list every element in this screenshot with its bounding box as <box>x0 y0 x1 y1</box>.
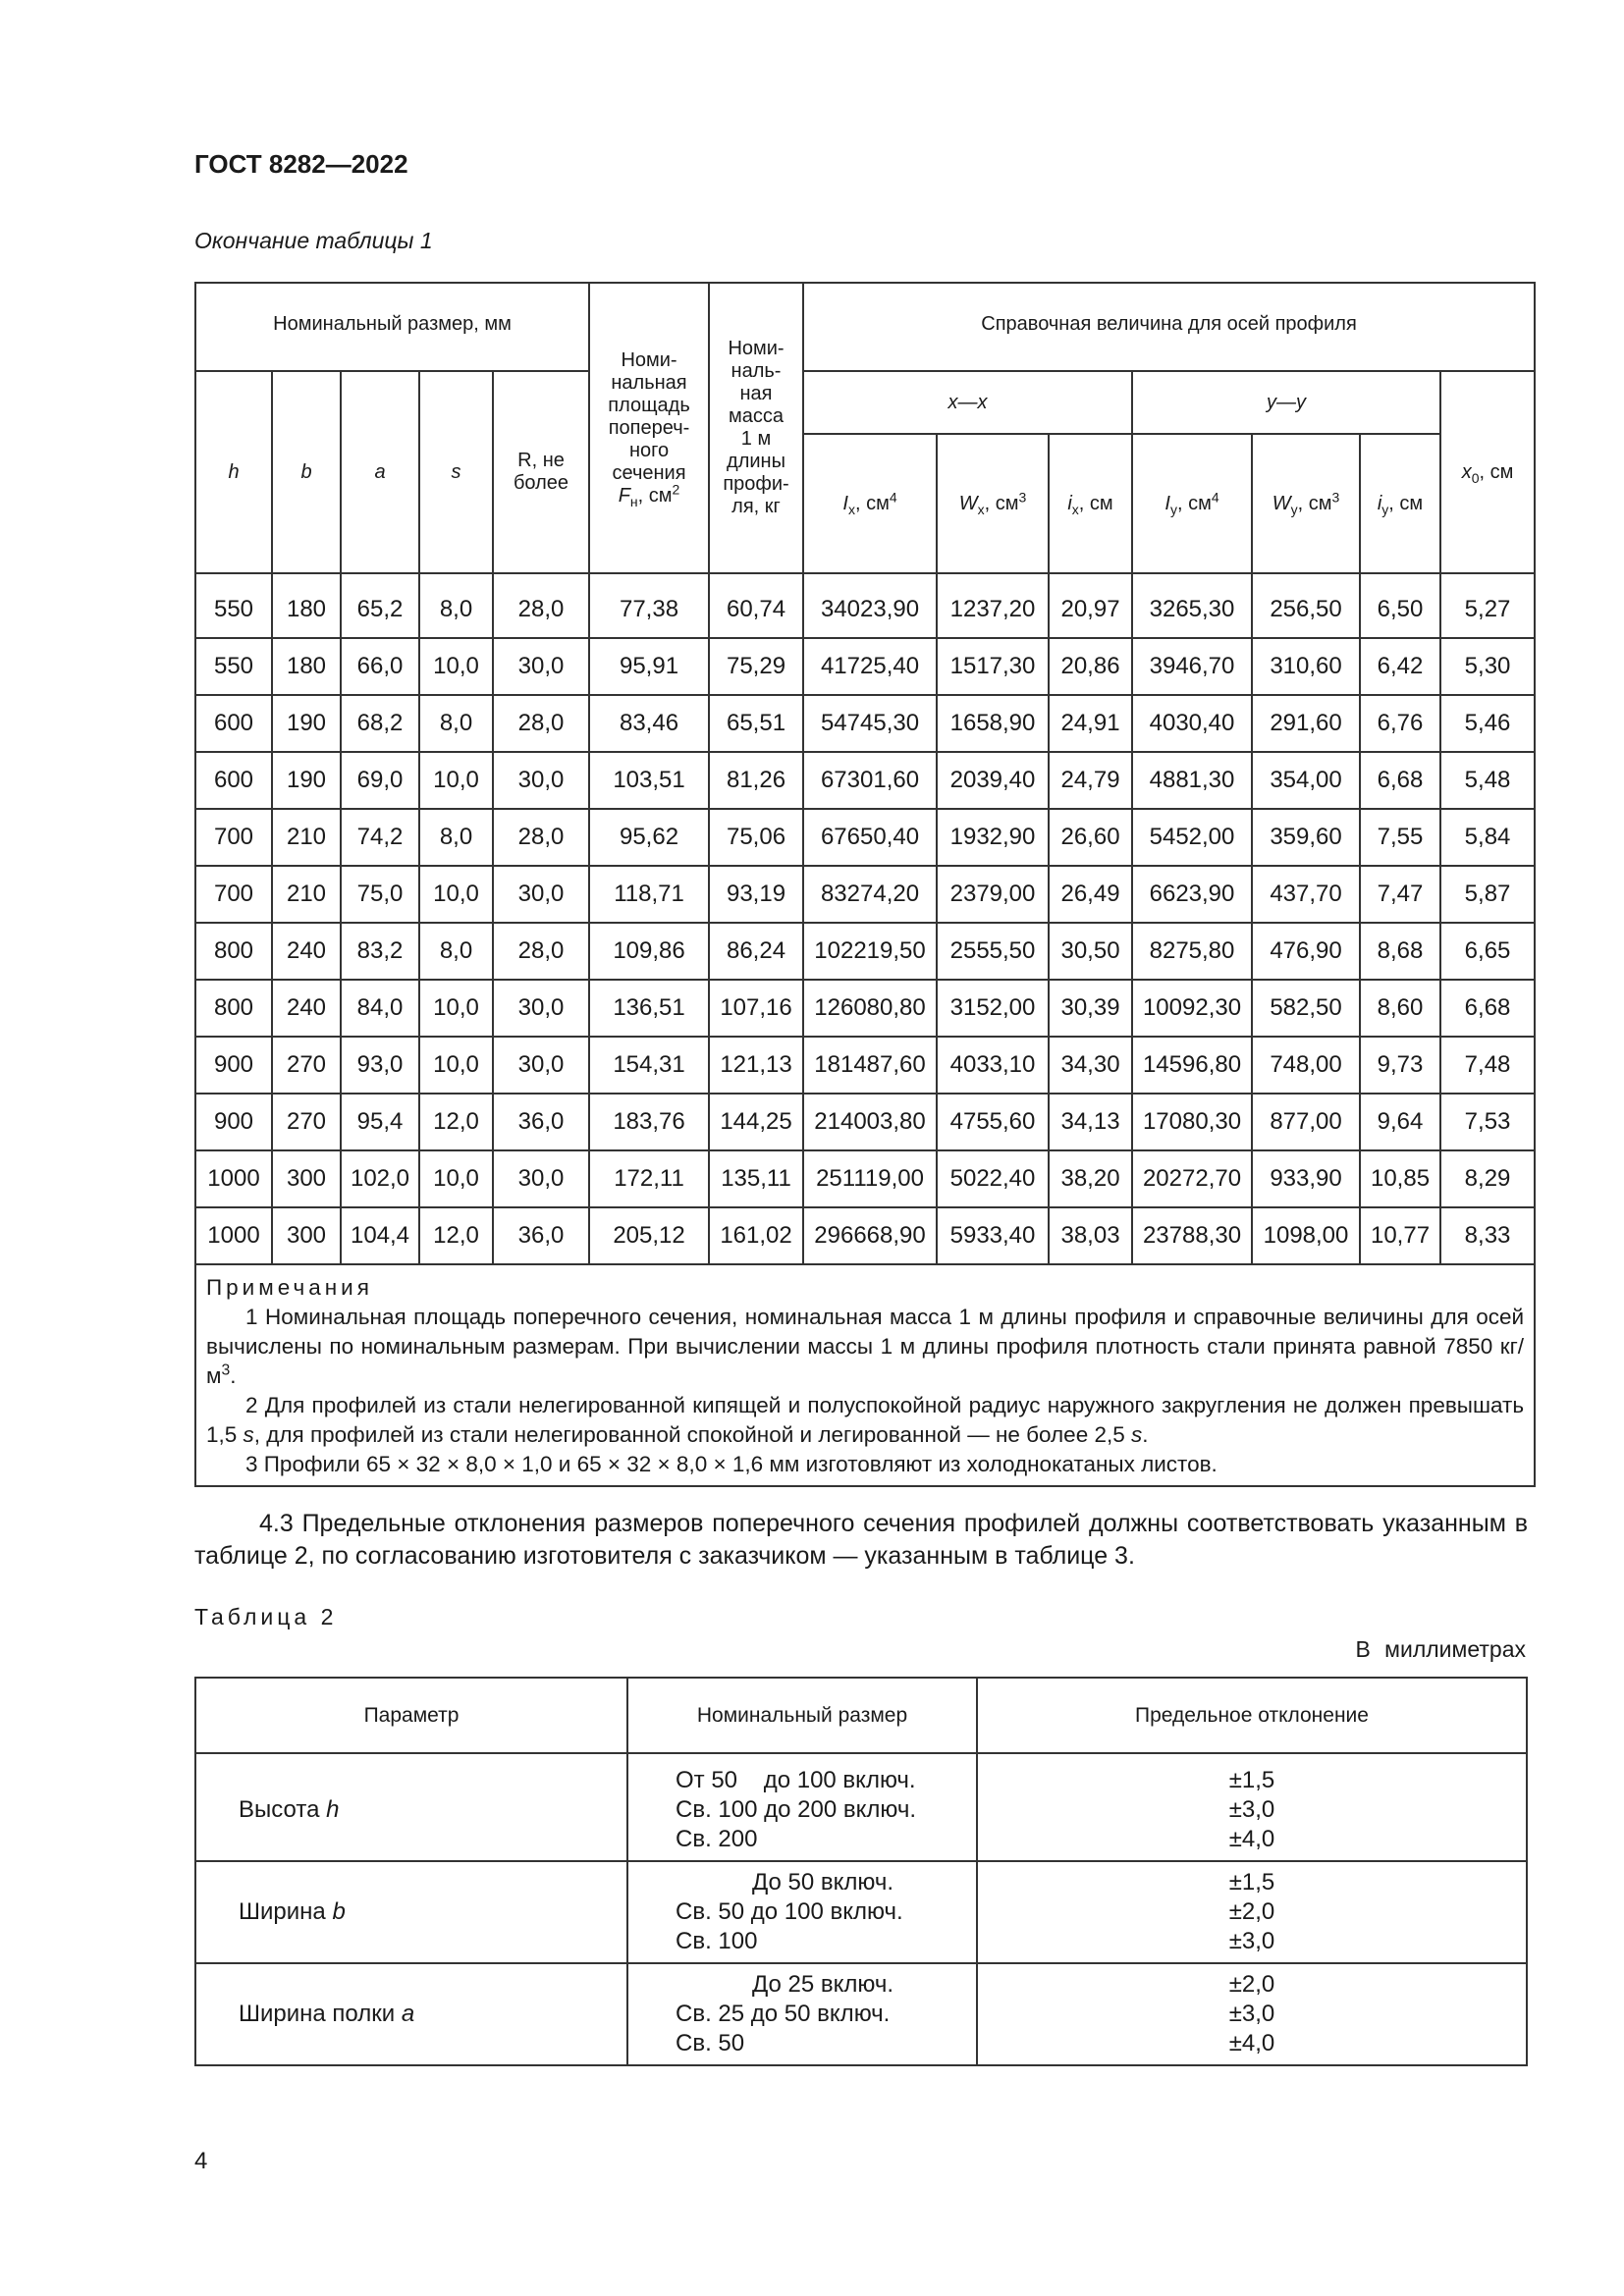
cell-s: 8,0 <box>419 695 493 752</box>
header-nominal-size: Номинальный размер, мм <box>195 283 589 371</box>
cell-iy-radius: 7,55 <box>1360 809 1440 866</box>
cell-h: 900 <box>195 1037 272 1094</box>
cell-x0: 6,65 <box>1440 923 1535 980</box>
cell-h: 600 <box>195 695 272 752</box>
table-row <box>195 638 1535 695</box>
cell-iy-moment: 6623,90 <box>1132 866 1252 923</box>
cell-r: 30,0 <box>493 866 589 923</box>
cell-a: 74,2 <box>341 809 419 866</box>
cell-a: 75,0 <box>341 866 419 923</box>
cell-mass: 60,74 <box>709 582 803 638</box>
cell-ix-moment: 34023,90 <box>803 582 937 638</box>
cell-iy-moment: 20272,70 <box>1132 1150 1252 1207</box>
header-axis-xx: x—x <box>803 371 1132 434</box>
table1-caption: Окончание таблицы 1 <box>194 228 433 253</box>
cell-ix-radius: 34,13 <box>1049 1094 1132 1150</box>
cell-x0: 5,46 <box>1440 695 1535 752</box>
header-ix-radius: $i_x$, см <box>1049 434 1132 573</box>
cell-wx: 2555,50 <box>937 923 1049 980</box>
cell-wy: 877,00 <box>1252 1094 1360 1150</box>
table-row <box>195 695 1535 752</box>
cell-h: 550 <box>195 582 272 638</box>
document-number: ГОСТ 8282—2022 <box>194 149 408 179</box>
header-separator-row <box>195 573 1535 582</box>
cell-iy-moment: 10092,30 <box>1132 980 1252 1037</box>
cell-ix-radius: 30,50 <box>1049 923 1132 980</box>
cell-s: 10,0 <box>419 980 493 1037</box>
table-row <box>195 1094 1535 1150</box>
cell-x0: 6,68 <box>1440 980 1535 1037</box>
cell-area: 172,11 <box>589 1150 709 1207</box>
cell-wx: 4755,60 <box>937 1094 1049 1150</box>
cell-iy-moment: 4881,30 <box>1132 752 1252 809</box>
cell-x0: 5,30 <box>1440 638 1535 695</box>
header-x0: $x_0$, см <box>1440 371 1535 573</box>
header-ix-moment: $I_x$, $см^4$ <box>803 434 937 573</box>
table-row <box>195 866 1535 923</box>
cell-ix-radius: 26,60 <box>1049 809 1132 866</box>
cell-area: 154,31 <box>589 1037 709 1094</box>
cell-iy-moment: 23788,30 <box>1132 1207 1252 1264</box>
cell-x0: 5,87 <box>1440 866 1535 923</box>
cell-h: 550 <box>195 638 272 695</box>
cell-wx: 1237,20 <box>937 582 1049 638</box>
cell-s: 8,0 <box>419 923 493 980</box>
cell-b: 300 <box>272 1150 341 1207</box>
cell-r: 30,0 <box>493 638 589 695</box>
cell-s: 10,0 <box>419 638 493 695</box>
table-row <box>195 1861 1527 1963</box>
cell-wx: 1932,90 <box>937 809 1049 866</box>
cell-mass: 75,29 <box>709 638 803 695</box>
cell-parameter: Высота h <box>195 1760 627 1861</box>
cell-ix-moment: 67650,40 <box>803 809 937 866</box>
cell-area: 77,38 <box>589 582 709 638</box>
cell-iy-radius: 9,73 <box>1360 1037 1440 1094</box>
cell-iy-moment: 4030,40 <box>1132 695 1252 752</box>
cell-s: 10,0 <box>419 752 493 809</box>
cell-area: 103,51 <box>589 752 709 809</box>
cell-iy-moment: 14596,80 <box>1132 1037 1252 1094</box>
cell-ix-radius: 26,49 <box>1049 866 1132 923</box>
cell-iy-moment: 3265,30 <box>1132 582 1252 638</box>
cell-r: 30,0 <box>493 752 589 809</box>
cell-wx: 5933,40 <box>937 1207 1049 1264</box>
table-row <box>195 1963 1527 2065</box>
cell-nominal: От 50 до 100 включ. Св. 100 до 200 включ. Св. 200 <box>627 1760 977 1861</box>
cell-s: 12,0 <box>419 1207 493 1264</box>
cell-r: 36,0 <box>493 1207 589 1264</box>
note-1: 1 Номинальная площадь поперечного сечения, номинальная масса 1 м длины профиля и справочные величины для осей вычислены по номинальным размерам. При вычислении массы 1 м длины профиля плотность стали принята равной 7850 $кг/м^3$. <box>206 1305 1525 1388</box>
paragraph-4-3: 4.3 Предельные отклонения размеров поперечного сечения профилей должны соответствовать указанным в таблице 2, по согласованию изготовителя с заказчиком — указанным в таблице 3. <box>194 1510 1528 1570</box>
cell-b: 270 <box>272 1094 341 1150</box>
cell-deviation: ±1,5 ±3,0 ±4,0 <box>977 1760 1527 1861</box>
cell-h: 700 <box>195 809 272 866</box>
cell-wy: 437,70 <box>1252 866 1360 923</box>
cell-wy: 1098,00 <box>1252 1207 1360 1264</box>
t2-header-nominal: Номинальный размер <box>627 1678 977 1753</box>
t2-header-deviation: Предельное отклонение <box>977 1678 1527 1753</box>
cell-wx: 2379,00 <box>937 866 1049 923</box>
cell-mass: 121,13 <box>709 1037 803 1094</box>
cell-h: 600 <box>195 752 272 809</box>
cell-b: 270 <box>272 1037 341 1094</box>
cell-a: 104,4 <box>341 1207 419 1264</box>
header-b: b <box>272 371 341 573</box>
cell-area: 205,12 <box>589 1207 709 1264</box>
cell-iy-radius: 8,60 <box>1360 980 1440 1037</box>
cell-b: 190 <box>272 752 341 809</box>
cell-mass: 81,26 <box>709 752 803 809</box>
table-row <box>195 1760 1527 1861</box>
cell-area: 118,71 <box>589 866 709 923</box>
cell-wy: 291,60 <box>1252 695 1360 752</box>
cell-b: 300 <box>272 1207 341 1264</box>
cell-iy-radius: 10,77 <box>1360 1207 1440 1264</box>
cell-s: 10,0 <box>419 866 493 923</box>
cell-ix-radius: 20,97 <box>1049 582 1132 638</box>
cell-iy-moment: 3946,70 <box>1132 638 1252 695</box>
table-row <box>195 752 1535 809</box>
cell-x0: 5,84 <box>1440 809 1535 866</box>
cell-ix-radius: 34,30 <box>1049 1037 1132 1094</box>
table-row <box>195 980 1535 1037</box>
cell-r: 28,0 <box>493 582 589 638</box>
cell-ix-radius: 30,39 <box>1049 980 1132 1037</box>
t2-header-parameter: Параметр <box>195 1678 627 1753</box>
cell-area: 136,51 <box>589 980 709 1037</box>
table2 <box>194 1677 1528 2066</box>
cell-h: 800 <box>195 923 272 980</box>
cell-ix-moment: 54745,30 <box>803 695 937 752</box>
cell-b: 210 <box>272 809 341 866</box>
header-wx: $W_x$, $см^3$ <box>937 434 1049 573</box>
cell-wx: 3152,00 <box>937 980 1049 1037</box>
cell-h: 1000 <box>195 1207 272 1264</box>
cell-ix-radius: 24,79 <box>1049 752 1132 809</box>
cell-parameter: Ширина b <box>195 1861 627 1963</box>
cell-a: 66,0 <box>341 638 419 695</box>
header-h: h <box>195 371 272 573</box>
cell-x0: 8,29 <box>1440 1150 1535 1207</box>
cell-wy: 748,00 <box>1252 1037 1360 1094</box>
cell-a: 68,2 <box>341 695 419 752</box>
cell-iy-radius: 9,64 <box>1360 1094 1440 1150</box>
cell-ix-radius: 38,03 <box>1049 1207 1132 1264</box>
cell-a: 84,0 <box>341 980 419 1037</box>
cell-wx: 2039,40 <box>937 752 1049 809</box>
cell-iy-radius: 6,76 <box>1360 695 1440 752</box>
cell-mass: 65,51 <box>709 695 803 752</box>
cell-ix-moment: 251119,00 <box>803 1150 937 1207</box>
table-row <box>195 582 1535 638</box>
cell-r: 36,0 <box>493 1094 589 1150</box>
cell-x0: 8,33 <box>1440 1207 1535 1264</box>
table2-units: В миллиметрах <box>1355 1636 1526 1662</box>
cell-wy: 933,90 <box>1252 1150 1360 1207</box>
cell-iy-radius: 7,47 <box>1360 866 1440 923</box>
table-row <box>195 1207 1535 1264</box>
table-row <box>195 809 1535 866</box>
cell-mass: 135,11 <box>709 1150 803 1207</box>
header-r: R, не более <box>493 371 589 573</box>
table2-caption: Таблица 2 <box>194 1604 338 1629</box>
cell-b: 180 <box>272 638 341 695</box>
cell-deviation: ±1,5 ±2,0 ±3,0 <box>977 1861 1527 1963</box>
cell-a: 69,0 <box>341 752 419 809</box>
cell-ix-radius: 20,86 <box>1049 638 1132 695</box>
cell-ix-moment: 67301,60 <box>803 752 937 809</box>
note-3: 3 Профили 65 × 32 × 8,0 × 1,0 и 65 × 32 × 8,0 × 1,6 мм изготовляют из холоднокатаных листов. <box>245 1452 1218 1476</box>
notes-title: Примечания <box>206 1275 373 1300</box>
cell-x0: 5,27 <box>1440 582 1535 638</box>
header-iy-moment: $I_y$, $см^4$ <box>1132 434 1252 573</box>
cell-r: 30,0 <box>493 1150 589 1207</box>
cell-ix-moment: 181487,60 <box>803 1037 937 1094</box>
cell-wx: 5022,40 <box>937 1150 1049 1207</box>
cell-a: 83,2 <box>341 923 419 980</box>
cell-iy-radius: 10,85 <box>1360 1150 1440 1207</box>
cell-x0: 7,53 <box>1440 1094 1535 1150</box>
cell-iy-moment: 17080,30 <box>1132 1094 1252 1150</box>
cell-b: 240 <box>272 923 341 980</box>
table1 <box>194 282 1536 1487</box>
cell-h: 800 <box>195 980 272 1037</box>
cell-r: 28,0 <box>493 923 589 980</box>
cell-wy: 476,90 <box>1252 923 1360 980</box>
cell-area: 183,76 <box>589 1094 709 1150</box>
cell-nominal: До 50 включ. Св. 50 до 100 включ. Св. 100 <box>627 1861 977 1963</box>
cell-deviation: ±2,0 ±3,0 ±4,0 <box>977 1963 1527 2065</box>
cell-area: 95,62 <box>589 809 709 866</box>
cell-r: 28,0 <box>493 809 589 866</box>
cell-area: 95,91 <box>589 638 709 695</box>
cell-mass: 75,06 <box>709 809 803 866</box>
cell-area: 109,86 <box>589 923 709 980</box>
cell-s: 10,0 <box>419 1037 493 1094</box>
cell-wx: 4033,10 <box>937 1037 1049 1094</box>
cell-wx: 1658,90 <box>937 695 1049 752</box>
cell-ix-moment: 126080,80 <box>803 980 937 1037</box>
header-s: s <box>419 371 493 573</box>
cell-b: 190 <box>272 695 341 752</box>
cell-s: 8,0 <box>419 809 493 866</box>
cell-nominal: До 25 включ. Св. 25 до 50 включ. Св. 50 <box>627 1963 977 2065</box>
cell-r: 28,0 <box>493 695 589 752</box>
cell-b: 210 <box>272 866 341 923</box>
header-area: Номи- нальная площадь попереч- ного сечения $F_н$, $см^2$ <box>589 283 709 573</box>
cell-s: 8,0 <box>419 582 493 638</box>
header-mass: Номи- наль- ная масса 1 м длины профи- ля, кг <box>709 283 803 573</box>
cell-r: 30,0 <box>493 1037 589 1094</box>
cell-wy: 310,60 <box>1252 638 1360 695</box>
cell-a: 65,2 <box>341 582 419 638</box>
cell-iy-radius: 6,50 <box>1360 582 1440 638</box>
page-number: 4 <box>194 2148 208 2174</box>
cell-h: 900 <box>195 1094 272 1150</box>
cell-wy: 256,50 <box>1252 582 1360 638</box>
header-wy: $W_y$, $см^3$ <box>1252 434 1360 573</box>
cell-mass: 144,25 <box>709 1094 803 1150</box>
table1-notes <box>195 1264 1535 1486</box>
cell-ix-moment: 296668,90 <box>803 1207 937 1264</box>
cell-h: 1000 <box>195 1150 272 1207</box>
cell-mass: 107,16 <box>709 980 803 1037</box>
cell-iy-radius: 6,68 <box>1360 752 1440 809</box>
cell-s: 10,0 <box>419 1150 493 1207</box>
table-row <box>195 1037 1535 1094</box>
header-axis-yy: y—y <box>1132 371 1440 434</box>
cell-b: 180 <box>272 582 341 638</box>
cell-r: 30,0 <box>493 980 589 1037</box>
cell-mass: 86,24 <box>709 923 803 980</box>
cell-parameter: Ширина полки a <box>195 1963 627 2065</box>
cell-x0: 7,48 <box>1440 1037 1535 1094</box>
cell-area: 83,46 <box>589 695 709 752</box>
cell-iy-moment: 5452,00 <box>1132 809 1252 866</box>
header-iy-radius: $i_y$, см <box>1360 434 1440 573</box>
cell-wy: 359,60 <box>1252 809 1360 866</box>
table-row <box>195 1150 1535 1207</box>
cell-a: 95,4 <box>341 1094 419 1150</box>
cell-ix-moment: 83274,20 <box>803 866 937 923</box>
cell-mass: 93,19 <box>709 866 803 923</box>
header-reference: Справочная величина для осей профиля <box>803 283 1535 371</box>
cell-wy: 582,50 <box>1252 980 1360 1037</box>
cell-ix-moment: 214003,80 <box>803 1094 937 1150</box>
cell-ix-radius: 24,91 <box>1049 695 1132 752</box>
cell-ix-moment: 102219,50 <box>803 923 937 980</box>
cell-mass: 161,02 <box>709 1207 803 1264</box>
cell-b: 240 <box>272 980 341 1037</box>
cell-s: 12,0 <box>419 1094 493 1150</box>
table-row <box>195 923 1535 980</box>
cell-h: 700 <box>195 866 272 923</box>
cell-wy: 354,00 <box>1252 752 1360 809</box>
cell-ix-moment: 41725,40 <box>803 638 937 695</box>
cell-iy-radius: 8,68 <box>1360 923 1440 980</box>
cell-wx: 1517,30 <box>937 638 1049 695</box>
cell-a: 93,0 <box>341 1037 419 1094</box>
t2-separator-row <box>195 1753 1527 1760</box>
cell-iy-radius: 6,42 <box>1360 638 1440 695</box>
cell-iy-moment: 8275,80 <box>1132 923 1252 980</box>
note-2: 2 Для профилей из стали нелегированной кипящей и полуспокойной радиус наружного закругления не должен превышать 1,5 s, для профилей из стали нелегированной спокойной и легированной — не более 2,5 s. <box>206 1393 1525 1447</box>
header-a: a <box>341 371 419 573</box>
cell-a: 102,0 <box>341 1150 419 1207</box>
cell-ix-radius: 38,20 <box>1049 1150 1132 1207</box>
cell-x0: 5,48 <box>1440 752 1535 809</box>
